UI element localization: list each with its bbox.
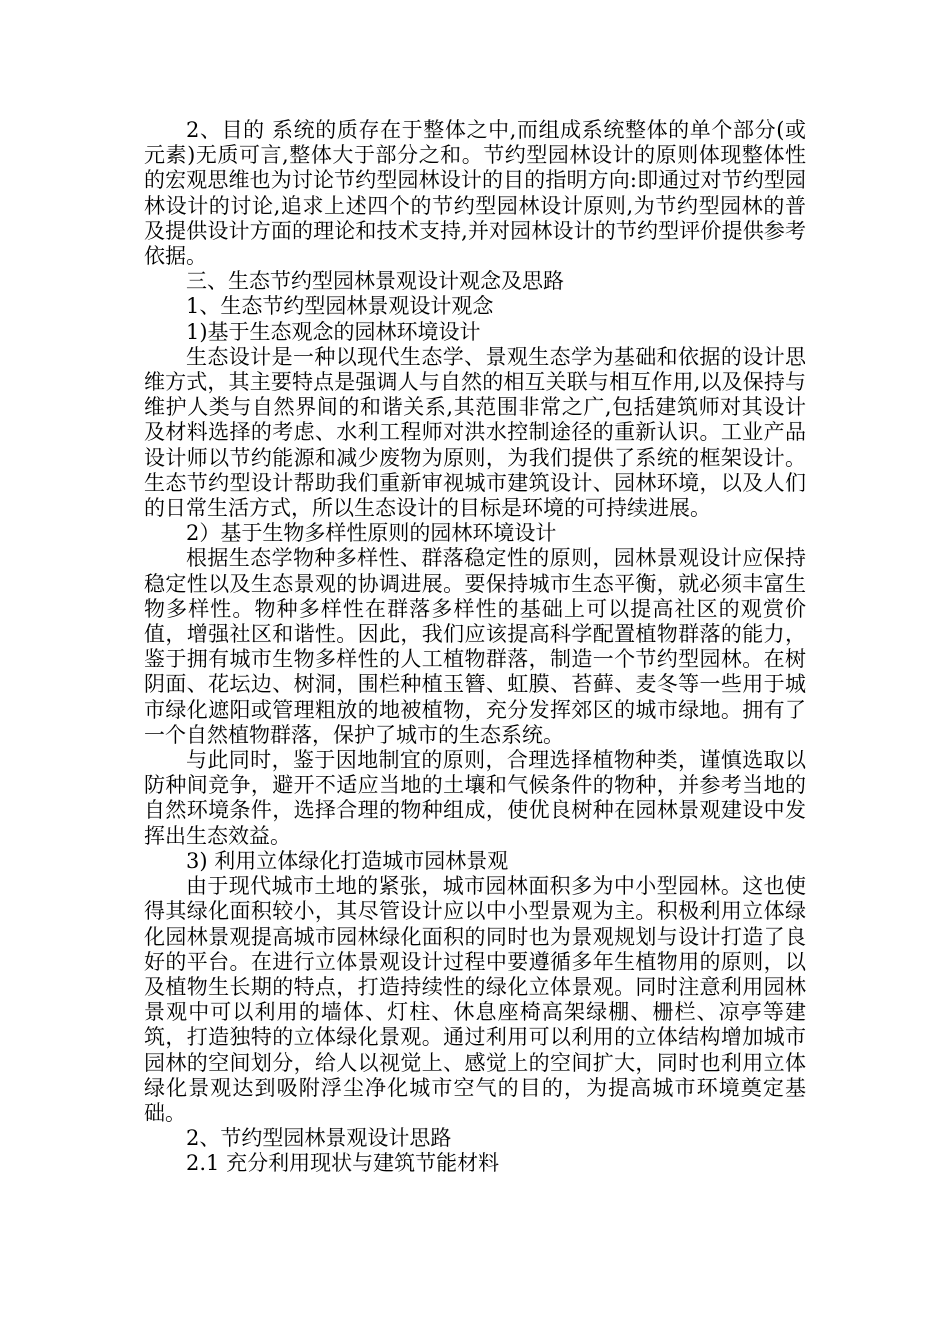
heading-section-3: 三、生态节约型园林景观设计观念及思路: [186, 269, 564, 294]
document-body: [144, 118, 806, 1177]
heading-energy-materials: 2.1 充分利用现状与建筑节能材料: [186, 1151, 500, 1176]
paragraph-local-adaptation: 与此同时，鉴于因地制宜的原则，合理选择植物种类，谨慎选取以防种间竞争，避开不适应当地的土壤和气候条件的物种，并参考当地的自然环境条件，选择合理的物种组成，使优良树种在园林景观建设中发挥出生态效益。: [144, 748, 806, 848]
paragraph-purpose: 2、目的 系统的质存在于整体之中,而组成系统整体的单个部分(或元素)无质可言,整体大于部分之和。节约型园林设计的原则体现整体性的宏观思维也为讨论节约型园林设计的目的指明方向:即通过对节约型园林设计的讨论,追求上述四个的节约型园林设计原则,为节约型园林的普及提供设计方面的理论和技术支持,并对园林设计的节约型评价提供参考依据。: [144, 118, 806, 269]
paragraph-biodiversity: 根据生态学物种多样性、群落稳定性的原则，园林景观设计应保持稳定性以及生态景观的协调进展。要保持城市生态平衡，就必须丰富生物多样性。物种多样性在群落多样性的基础上可以提高社区的观赏价值，增强社区和谐性。因此，我们应该提高科学配置植物群落的能力，鉴于拥有城市生物多样性的人工植物群落，制造一个节约型园林。在树阴面、花坛边、树洞，围栏种植玉簪、虹膜、苔藓、麦冬等一些用于城市绿化遮阳或管理粗放的地被植物，充分发挥郊区的城市绿地。拥有了一个自然植物群落，保护了城市的生态系统。: [144, 546, 806, 747]
paragraph-vertical-greening: 由于现代城市土地的紧张，城市园林面积多为中小型园林。这也使得其绿化面积较小，其尽管设计应以中小型景观为主。积极利用立体绿化园林景观提高城市园林绿化面积的同时也为景观规划与设计打造了良好的平台。在进行立体景观设计过程中要遵循多年生植物用的原则，以及植物生长期的特点，打造持续性的绿化立体景观。同时注意利用园林景观中可以利用的墙体、灯柱、休息座椅高架绿棚、栅栏、凉亭等建筑，打造独特的立体绿化景观。通过利用可以利用的立体结构增加城市园林的空间划分，给人以视觉上、感觉上的空间扩大，同时也利用立体绿化景观达到吸附浮尘净化城市空气的目的，为提高城市环境奠定基础。: [144, 874, 806, 1125]
heading-design-approach: 2、节约型园林景观设计思路: [186, 1126, 452, 1151]
heading-ecological-design: 1)基于生态观念的园林环境设计: [186, 319, 481, 344]
heading-biodiversity: 2）基于生物多样性原则的园林环境设计: [186, 521, 557, 546]
heading-vertical-greening: 3) 利用立体绿化打造城市园林景观: [186, 848, 509, 873]
paragraph-ecological-design: 生态设计是一种以现代生态学、景观生态学为基础和依据的设计思维方式，其主要特点是强调人与自然的相互关联与相互作用,以及保持与维护人类与自然界间的和谐关系,其范围非常之广,包括建筑师对其设计及材料选择的考虑、水利工程师对洪水控制途径的重新认识。工业产品设计师以节约能源和减少废物为原则，为我们提供了系统的框架设计。生态节约型设计帮助我们重新审视城市建筑设计、园林环境，以及人们的日常生活方式，所以生态设计的目标是环境的可持续进展。: [144, 344, 806, 521]
heading-concept: 1、生态节约型园林景观设计观念: [186, 294, 494, 319]
